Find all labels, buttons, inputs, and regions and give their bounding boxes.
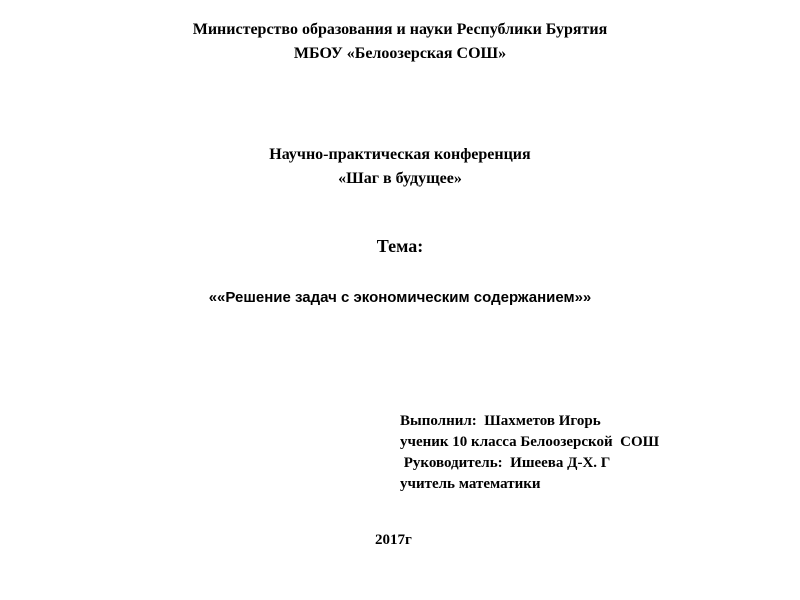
conference-title: «Шаг в будущее» [338,170,462,187]
topic-text: ««Решение задач с экономическим содержанием»» [208,289,592,306]
student-info: ученик 10 класса Белоозерской СОШ [400,434,660,450]
year: 2017г [375,532,412,548]
performed-by: Выполнил: Шахметов Игорь [400,413,601,429]
supervisor-position: учитель математики [400,476,541,492]
signature-block [400,411,790,495]
supervisor: Руководитель: Ишеева Д-Х. Г [400,455,611,471]
conference-name: Научно-практическая конференция [269,146,531,163]
school-name: МБОУ «Белоозерская СОШ» [293,45,507,62]
ministry-name: Министерство образования и науки Республики Бурятия [192,21,608,38]
topic-label: Тема: [376,236,424,256]
